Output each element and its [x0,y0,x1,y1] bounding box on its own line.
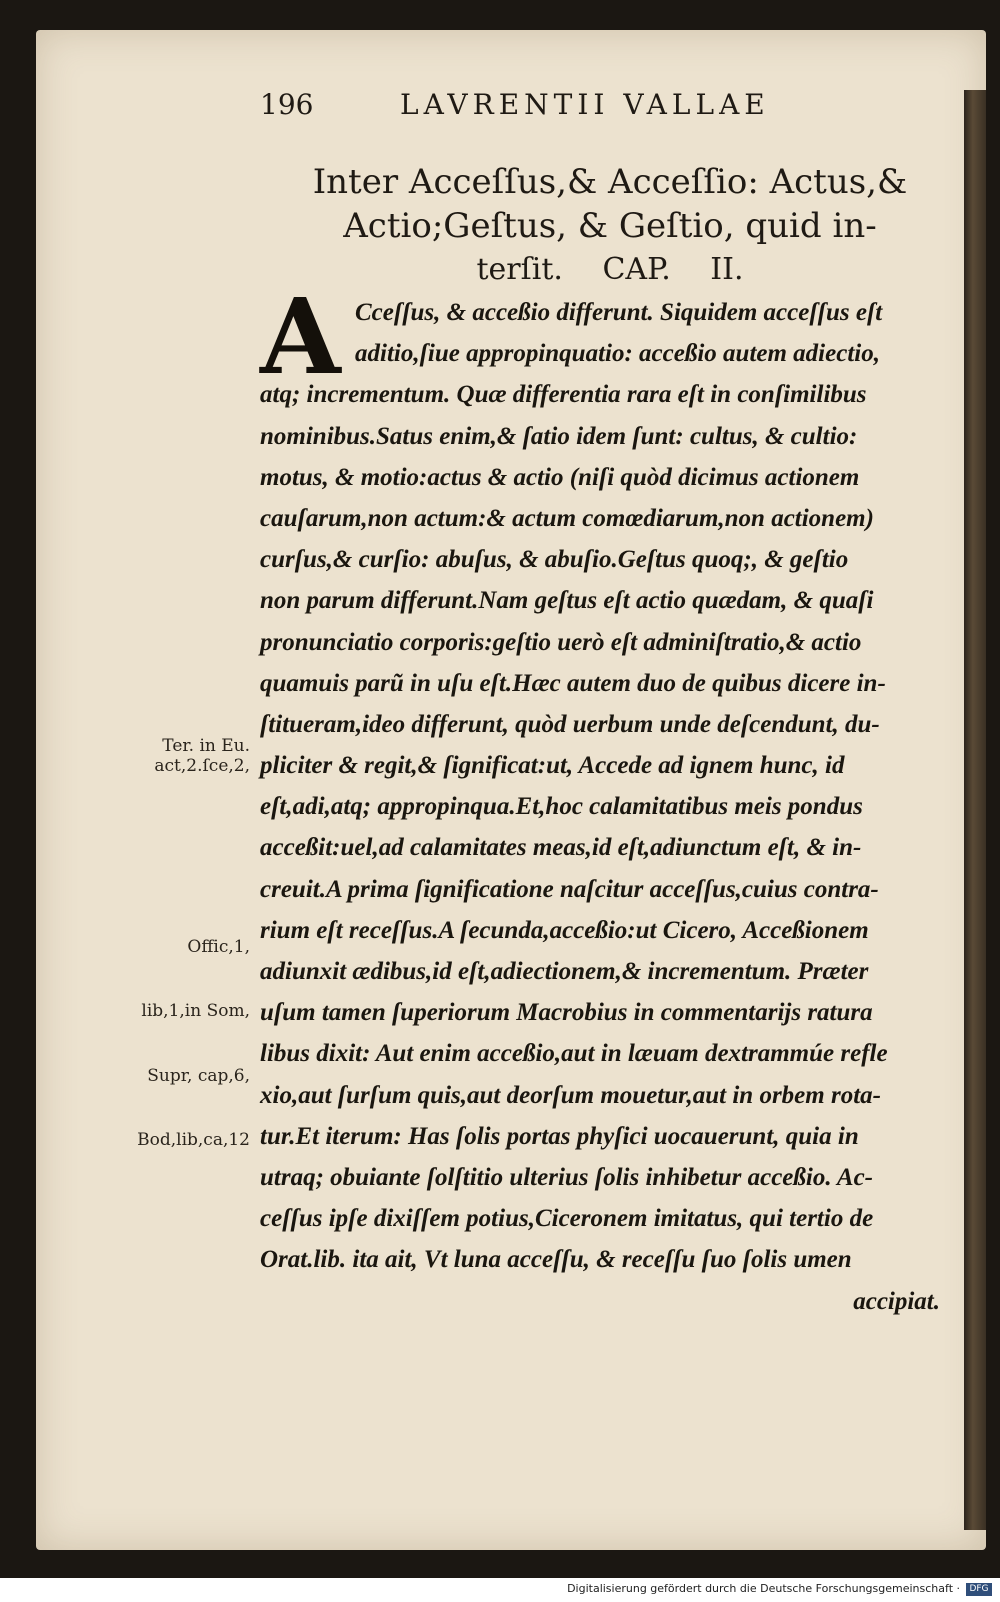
text-line: motus, & motio:actus & actio (niſi quòd dicimus actionem [260,463,860,491]
chapter-number: CAP. II. [602,252,744,287]
page-number: 196 [260,88,314,121]
text-line: utraq; obuiante ſolſtitio ulterius ſolis inhibetur acceßio. Ac- [260,1163,874,1191]
title-line: Actio;Geſtus, & Geſtio, quid in- [343,206,877,246]
drop-cap: A [260,275,341,398]
text-line: acceßit:uel,ad calamitates meas,id eſt,adiunctum eſt, & in- [260,834,862,862]
margin-note-line: act,2.ſce,2, [154,756,250,776]
text-line: non parum differunt.Nam geſtus eſt actio quædam, & quaſi [260,587,874,615]
margin-note-somnium: lib,1,in Som, [141,1001,250,1021]
dfg-logo: DFG [966,1583,992,1596]
text-line: ſtitueram,ideo differunt, quòd uerbum unde deſcendunt, du- [260,710,880,738]
title-end: terſit. [476,252,563,287]
margin-note-line: Ter. in Eu. [162,736,250,756]
text-line: curſus,& curſio: abuſus, & abuſio.Geſtus quoq;, & geſtio [260,546,849,574]
text-line: creuit.A prima ſignificatione naſcitur acceſſus,cuius contra- [260,875,879,903]
page-edge [964,90,986,1530]
chapter-title [300,160,920,292]
margin-note-bod: Bod,lib,ca,12 [137,1130,250,1150]
page-header [225,88,825,128]
text-line: ceſſus ipſe dixiſſem potius,Ciceronem imitatus, qui tertio de [260,1205,874,1233]
text-line: atq; incrementum. Quæ differentia rara eſt in conſimilibus [260,381,867,409]
margin-note-supra: Supr, cap,6, [147,1066,250,1086]
text-line: adiunxit ædibus,id eſt,adiectionem,& incrementum. Præter [260,958,869,985]
title-line: Inter Acceſſus,& Acceſſio: Actus,& [312,162,908,202]
text-line: eſt,adi,atq; appropinqua.Et,hoc calamitatibus meis pondus [260,793,863,821]
text-line: quamuis parũ in uſu eſt.Hæc autem duo de quibus dicere in- [260,669,886,697]
text-line: cauſarum,non actum:& actum comœdiarum,non actionem) [260,504,874,532]
margin-note-offic: Offic,1, [187,937,250,957]
text-line: xio,aut ſurſum quis,aut deorſum mouetur,aut in orbem rota- [260,1081,881,1109]
text-line: aditio,ſiue appropinquatio: acceßio autem adiectio, [355,340,880,368]
text-line: libus dixit: Aut enim acceßio,aut in læuam dextrammúe refle [260,1040,888,1068]
text-line: pliciter & regit,& ſignificat:ut, Accede ad ignem hunc, id [260,752,845,780]
body-text [260,275,950,1322]
text-line: tur.Et iterum: Has ſolis portas phyſici uocauerunt, quia in [260,1122,859,1150]
text-line: rium eſt receſſus.A ſecunda,acceßio:ut Cicero, Acceßionem [260,916,869,944]
text-line: nominibus.Satus enim,& ſatio idem ſunt: cultus, & cultio: [260,422,858,450]
footer-bar [0,1578,1000,1602]
text-line-catchword: accipiat. [853,1287,940,1315]
text-line: Cceſſus, & acceßio differunt. Siquidem acceſſus eſt [355,299,883,326]
text-line: uſum tamen ſuperiorum Macrobius in commentarijs ratura [260,999,873,1027]
funding-credit: Digitalisierung gefördert durch die Deutsche Forschungsgemeinschaft · [567,1582,960,1595]
margin-note-terence [154,736,250,776]
text-line: pronunciatio corporis:geſtio uerò eſt adminiſtratio,& actio [260,628,862,656]
running-head: LAVRENTII VALLAE [400,88,770,121]
text-line: Orat.lib. ita ait, Vt luna acceſſu, & receſſu ſuo ſolis umen [260,1246,852,1274]
title-line-final [300,248,920,292]
